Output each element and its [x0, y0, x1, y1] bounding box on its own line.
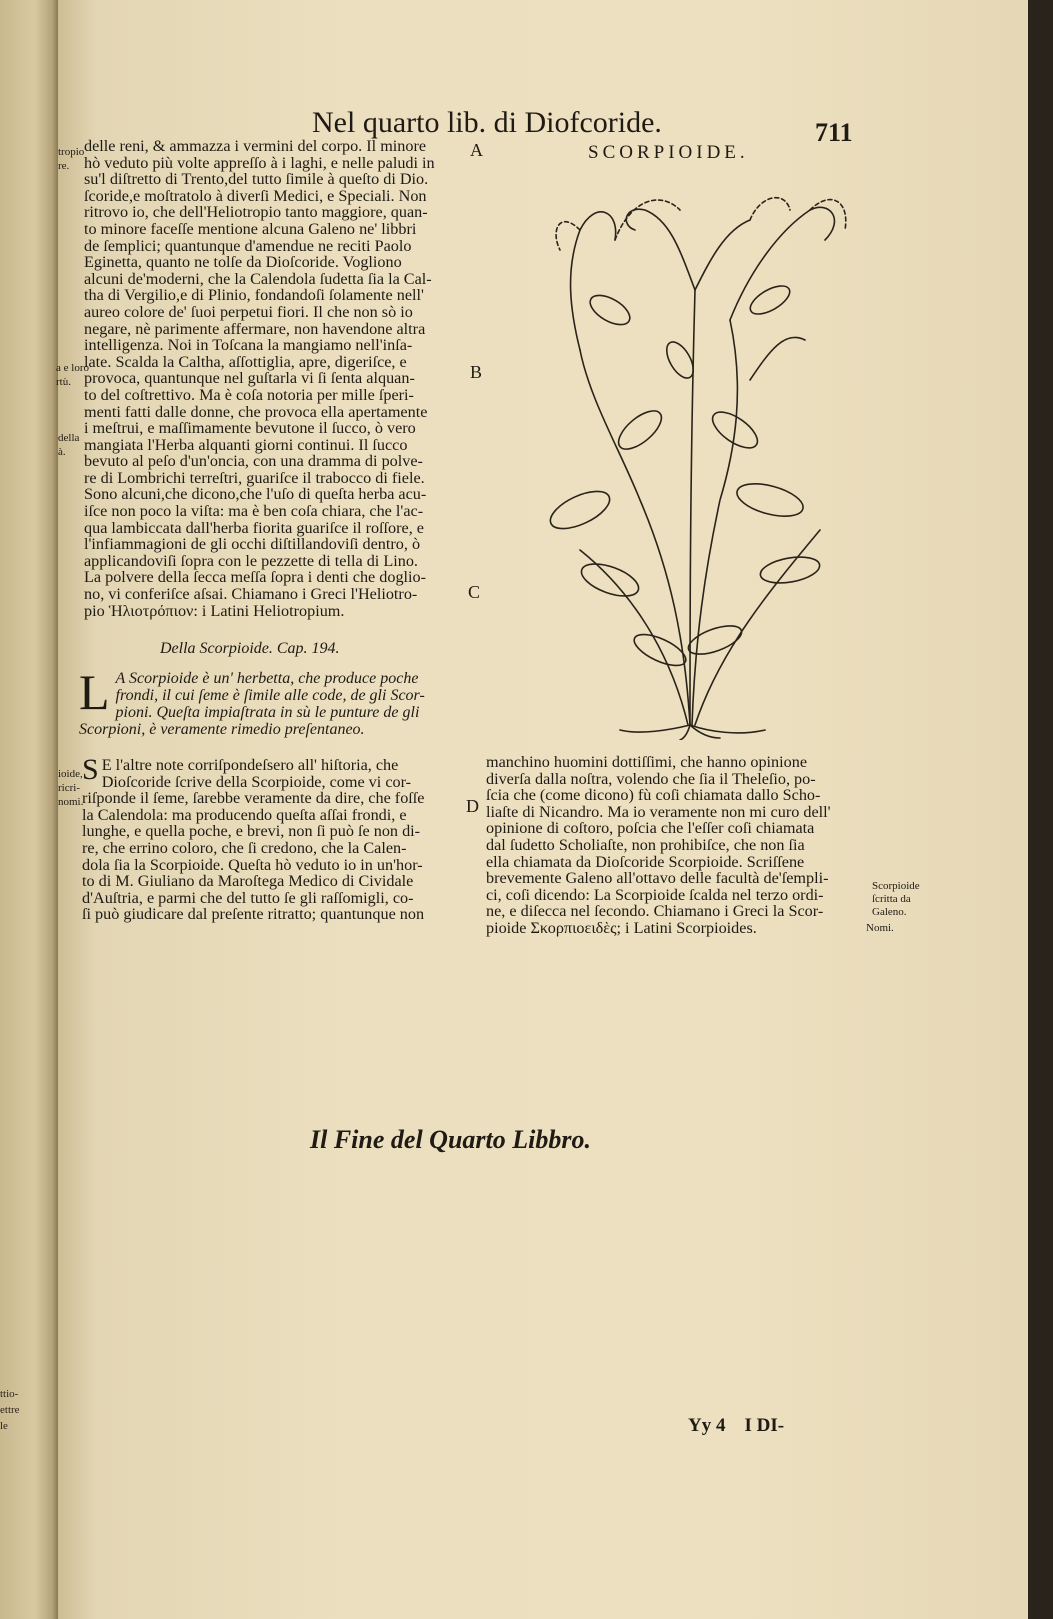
text-line: ritrovo io, che dell'Heliotropio tanto maggiore, quan- [84, 203, 428, 222]
text-line: alcuni de'moderni, che la Calendola ſudetta ſia la Cal- [84, 269, 432, 288]
text-line: no, vi conferiſce aſsai. Chiamano i Greci l'Heliotro- [84, 585, 418, 604]
text-line: late. Scalda la Caltha, aſſottiglia, apre, digeriſce, e [84, 352, 407, 371]
text-line: La polvere della ſecca meſſa ſopra i denti che doglio- [84, 568, 427, 587]
text-line: frondi, il cui ſeme è ſimile alle code, de gli Scor- [115, 687, 425, 704]
text-line: ne, e diſecca nel ſecondo. Chiamano i Greci la Scor- [486, 902, 824, 921]
book-closing-line: Il Fine del Quarto Libbro. [310, 1125, 591, 1154]
margin-letter-c: C [468, 582, 481, 602]
prev-page-fragment: ttio- [0, 1388, 19, 1400]
text-line: provoca, quantunque nel guſtarla vi ſi ſenta alquan- [84, 369, 415, 388]
text-line: dola ſia la Scorpioide. Queſta hò veduto io in un'hor- [82, 855, 423, 874]
text-line: mangiata l'Herba alquanti giorni continui. Il ſucco [84, 435, 408, 454]
prev-page-fragment: le [0, 1420, 8, 1432]
text-line: Sono alcuni,che dicono,che l'uſo di queſta herba acu- [84, 485, 427, 504]
text-line: ſi può giudicare dal preſente ritratto; quantunque non [82, 905, 425, 924]
text-line: iſce non poco la viſta: ma è ben coſa chiara, che l'ac- [84, 502, 424, 521]
text-line: de ſemplici; quantunque d'amendue ne reciti Paolo [84, 236, 412, 255]
text-line: liaſte di Nicandro. Ma io veramente non mi curo dell' [486, 802, 831, 821]
text-line: brevemente Galeno all'ottavo delle facultà de'ſempli- [486, 869, 829, 888]
prev-page-fragment: ettre [0, 1404, 20, 1416]
text-line: ſcia che (come dicono) fù coſi chiamata dallo Scho- [486, 786, 821, 805]
drop-cap: S [82, 753, 99, 786]
page-number: 711 [815, 118, 853, 147]
text-line: dal ſudetto Scholiaſte, non prohibiſce, che non ſia [486, 835, 805, 854]
text-line: E l'altre note corriſpondeſsero all' hiſtoria, che [101, 756, 399, 774]
margin-note: ſcritta da [872, 893, 911, 905]
margin-note: rtù. [56, 376, 71, 388]
margin-note: à. [58, 446, 66, 458]
text-line: to di M. Giuliano da Maroſtega Medico di Cividale [82, 872, 414, 891]
text-line: menti fatti dalle donne, che provoca ella apertamente [84, 402, 428, 421]
text-line: qua lambiccata dall'herba fiorita guariſce il roſſore, e [84, 518, 424, 537]
margin-note: tropio [58, 146, 85, 158]
text-line: opinione di coſtoro, poſcia che l'eſſer coſi chiamata [486, 819, 815, 838]
text-line: bevuto al peſo d'un'oncia, con una dramma di polve- [84, 452, 423, 471]
text-line: intelligenza. Noi in Toſcana la mangiamo nell'inſa- [84, 336, 413, 355]
text-line: applicandoviſi ſopra con le pezzette di tella di Lino. [84, 551, 418, 570]
text-line: ſcoride,e moſtratolo à diverſi Medici, e Speciali. Non [84, 186, 427, 205]
text-line: delle reni, & ammazza i vermini del corpo. Il minore [84, 137, 427, 155]
text-line: l'infiammagioni de gli occhi diſtillandoviſi dentro, ò [84, 535, 421, 554]
signature-catchword: Yy 4 I DI- [688, 1415, 785, 1436]
text-line: manchino huomini dottiſſimi, che hanno opinione [486, 753, 808, 771]
text-line: pioni. Queſta impiaſtrata in sù le punture de gli [115, 704, 420, 721]
text-line: to minore faceſſe mentione alcuna Galeno ne' libbri [84, 219, 417, 238]
text-line: pioide Σκορπιοειδὲς; i Latini Scorpioides. [486, 918, 757, 937]
text-line: hò veduto più volte appreſſo à i laghi, e nelle paludi in [84, 153, 435, 172]
text-line: aureo colore de' ſuoi perpetui fiori. Il che non sò io [84, 302, 413, 321]
drop-cap: L [79, 664, 110, 720]
running-header: Nel quarto lib. di Diofcoride. [312, 106, 662, 139]
page-edge-shadow [1028, 0, 1053, 1619]
text-line: diverſa dalla noſtra, volendo che ſia il Theleſio, po- [486, 769, 816, 788]
right-column-bottom [486, 754, 864, 937]
margin-letter-a: A [470, 140, 483, 160]
text-line: d'Auſtria, e parmi che del tutto ſe gli raſſomigli, co- [82, 888, 414, 907]
text-line: pio Ἡλιοτρόπιον: i Latini Heliotropium. [84, 601, 345, 620]
text-line: tha di Vergilio,e di Plinio, fondandoſi ſolamente nell' [84, 286, 424, 305]
text-line: lunghe, e quella poche, e brevi, non ſi può ſe non di- [82, 822, 421, 841]
chapter-summary [79, 664, 453, 738]
text-line: Scorpioni, è veramente rimedio preſentaneo. [79, 721, 365, 738]
margin-note: ioide, [58, 768, 83, 780]
margin-letter-d: D [466, 796, 479, 816]
text-line: su'l diſtretto di Trento,del tutto ſimile à queſto di Dio. [84, 170, 429, 189]
text-line: la Calendola: ma producendo queſta aſſai frondi, e [82, 805, 407, 824]
scorpioide-plant-woodcut [520, 170, 860, 740]
text-line: to del coſtrettivo. Ma è coſa notoria per mille ſperi- [84, 385, 414, 404]
chapter-heading: Della Scorpioide. Cap. 194. [160, 640, 340, 657]
text-line: ci, coſi dicendo: La Scorpioide ſcalda nel terzo ordi- [486, 885, 824, 904]
margin-note: della [58, 432, 80, 444]
text-line: riſponde il ſeme, ſarebbe veramente da dire, che foſſe [82, 789, 425, 808]
figure-title: SCORPIOIDE. [588, 142, 749, 163]
previous-page-edge [0, 0, 58, 1619]
text-line: Eginetta, quanto ne tolſe da Dioſcoride. Vogliono [84, 253, 402, 272]
margin-note: ricri- [58, 782, 80, 794]
left-column-bottom [82, 753, 448, 924]
text-line: Dioſcoride ſcrive della Scorpioide, come vi cor- [101, 772, 412, 791]
margin-note: Scorpioide [872, 880, 920, 892]
margin-note: Galeno. [872, 906, 907, 918]
margin-note: Nomi. [866, 922, 894, 934]
text-line: negare, nè parimente affermare, non havendone altra [84, 319, 426, 338]
margin-letter-b: B [470, 362, 483, 382]
text-line: i meſtrui, e maſſimamente bevutone il ſucco, ò vero [84, 419, 416, 438]
margin-note: nomi. [58, 796, 84, 808]
margin-note: re. [58, 160, 70, 172]
text-line: ella chiamata da Dioſcoride Scorpioide. Scriſſene [486, 852, 805, 871]
text-line: A Scorpioide è un' herbetta, che produce poche [115, 670, 419, 687]
left-column-top [84, 138, 466, 619]
margin-note: a e loro [56, 362, 89, 374]
text-line: re, che errino coloro, che ſi credono, che la Calen- [82, 838, 407, 857]
text-line: re di Lombrichi terreſtri, guariſce il trabocco di fiele. [84, 468, 425, 487]
